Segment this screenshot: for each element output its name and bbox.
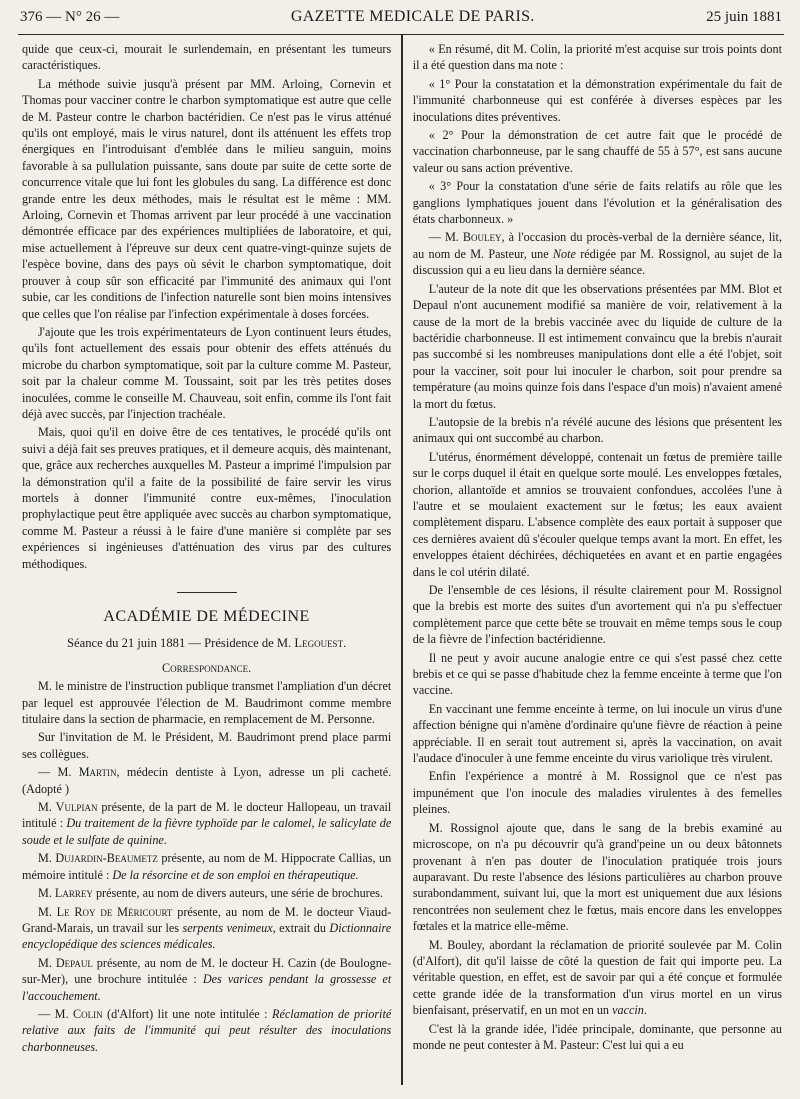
issue-number: — N° 26 — [46, 9, 120, 25]
paragraph: L'autopsie de la brebis n'a révélé aucune des lésions que présentent les animaux qui ont succombé au charbon. [412, 414, 782, 446]
session-line [22, 635, 391, 651]
paragraph: L'auteur de la note dit que les observations présentées par MM. Blot et Depaul n'ont aucunement modifié sa manière de voir, relativement à la cause de la mort de la brebis vaccinée avec du liquide de culture de la bactéridie charbonneuse. Il est intimement convaincu que la brebis n'aurait pas succombé si les nombreuses manipulations dont elle a été l'objet, soit pour la vacciner, soit pour lui inoculer le charbon, soit pour prendre sa température (au moins quinze fois dans l'espace d'un mois) n'avaient amené la mort du fœtus. [412, 281, 782, 411]
paragraph-text: , extrait du [272, 920, 330, 935]
note-word: Note [552, 246, 576, 261]
paragraph [22, 904, 391, 953]
paragraph [22, 955, 391, 1004]
page-number-issue [20, 9, 119, 26]
right-column [403, 35, 784, 1085]
paragraph: « 1° Pour la constatation et la démonstration expérimentale du fait de l'immunité charbonneuse qui est conférée à diverses espèces par les inoculations dites préventives. [412, 76, 782, 124]
journal-title: GAZETTE MEDICALE DE PARIS. [290, 8, 535, 25]
paragraph [413, 229, 782, 278]
speaker-name: — M. Martin, [38, 765, 120, 780]
speaker-name: M. Vulpian [38, 800, 98, 815]
paragraph-text: présente, au nom de M. Hippocrate Callias, un mémoire intitulé : [22, 851, 392, 882]
work-title: serpents venimeux [182, 920, 273, 935]
paragraph [22, 1006, 391, 1055]
paragraph: L'utérus, énormément développé, contenait un fœtus de première taille sur le corps duquel il était en quelque sorte moulé. Les enveloppes fœtales, chorion, allantoïde et amnios se trouvaient confondues, accolées l'une à l'autre et se moulaient exactement sur le fœtus; les eaux avaient complètement disparu. L'absence complète des eaux portait à supposer que ces dernières avaient dû s'écouler quelque temps avant la mort. En effet, les enveloppes étaient déchirées, déchiquetées en avant et en partie engagées dans le col utérin dilaté. [412, 449, 782, 579]
paragraph [413, 937, 782, 1019]
paragraph: Enfin l'expérience a montré à M. Rossignol que ce n'est pas impunément que l'on inocule des maladies virulentes à des femelles pleines. [412, 769, 782, 817]
speaker-name: M. Depaul [38, 955, 93, 970]
paragraph-text: (d'Alfort) lit une note intitulée : [102, 1006, 272, 1021]
paragraph: En vaccinant une femme enceinte à terme, on lui inocule un virus d'une affection bénigne qui n'amène d'ordinaire qu'une fièvre de réaction à peine appréciable. Il en serait tout autrement si, après la vaccination, on avait l'audace d'inoculer à une femme enceinte du virus variolique très virulent. [412, 701, 782, 766]
paragraph-text: présente, au nom de M. le docteur H. Cazin (de Boulogne-sur-Mer), une brochure intitulée : [22, 955, 392, 987]
paragraph [22, 885, 391, 901]
paragraph-text: présente, au nom de M. le docteur Viaud-Grand-Marais, un travail sur les [22, 904, 392, 935]
speaker-name: M. Le Roy de Méricourt [38, 904, 173, 919]
page-number: 376 [20, 9, 43, 25]
section-rule [177, 592, 237, 593]
paragraph: J'ajoute que les trois expérimentateurs de Lyon continuent leurs études, qu'ils font actuellement des essais pour obtenir des effets atténués du microbe du charbon symptomatique, soit par la culture comme M. Pasteur, soit par la chaleur comme M. Toussaint, soit par les très petites doses inoculées, comme le conseille M. Chauveau, soit enfin, comme ils l'ont fait déjà avec succès, par l'injection trachéale. [22, 324, 392, 421]
paragraph: quide que ceux-ci, mourait le surlendemain, en présentant les tumeurs caractéristiques. [22, 42, 392, 73]
session-prefix: Séance du 21 juin 1881 — Présidence de M. [67, 636, 292, 651]
speaker-name: M. Larrey [38, 886, 93, 901]
paragraph: C'est là la grande idée, l'idée principale, dominante, que personne au monde ne peut contester à M. Pasteur: C'est lui qui a eu [412, 1021, 782, 1052]
paragraph [22, 764, 391, 797]
page-header [18, 8, 784, 35]
issue-date: 25 juin 1881 [706, 9, 782, 25]
paragraph-text: médecin dentiste à Lyon, adresse un pli cacheté. (Adopté ) [22, 765, 392, 796]
two-column-body [18, 35, 784, 1085]
paragraph-text: rédigée par M. Rossignol, au sujet de la discussion qui a eu lieu dans la dernière séance. [412, 246, 782, 278]
paragraph: De l'ensemble de ces lésions, il résulte clairement pour M. Rossignol que la brebis est morte des suites d'un avortement qui n'a pu s'effectuer complètement parce que cette bête se trouvait en même temps sous le coup de la fièvre de l'infection bactéridienne. [412, 583, 782, 647]
paragraph-text: à l'occasion du procès-verbal de la dernière séance, lit, au nom de M. Pasteur, une [412, 230, 782, 261]
paragraph [22, 850, 391, 883]
work-title: Du traitement de la fièvre typhoïde par le calomel, le salicylate de soude et le sulfate de quinine. [22, 816, 392, 847]
speaker-name: — M. Bouley, [428, 230, 505, 245]
work-title: Des varices pendant la grossesse et l'accouchement. [22, 972, 392, 1003]
paragraph-text: présente, au nom de divers auteurs, une série de brochures. [92, 886, 383, 901]
speaker-name: M. Dujardin-Beaumetz [38, 851, 158, 866]
paragraph: M. Rossignol ajoute que, dans le sang de la brebis examiné au microscope, on n'a pu découvrir qu'à grand'peine un ou deux bâtonnets provenant à n'en pas douter de l'inoculation pratiquée trois jours auparavant. Du reste l'absence des lésions particulières au charbon prouve surabondamment, suivant lui, que la mort est uniquement due aux lésions rencontrées non seulement chez le fœtus, mais encore dans les enveloppes fœtales et la matrice elle-même. [412, 820, 782, 934]
paragraph: Sur l'invitation de M. le Président, M. Baudrimont prend place parmi ses collègues. [22, 730, 392, 761]
section-title: ACADÉMIE DE MÉDECINE [103, 608, 310, 625]
paragraph: Mais, quoi qu'il en doive être de ces tentatives, le procédé qu'ils ont suivi a déjà fait ses preuves pratiques, et il demeure acquis, dès maintenant, que, grâce aux recherches auxquelles M. Pasteur a imprimé l'impulsion par la démonstration qu'il a faite de la possibilité de faire servir les virus mortels à donner l'immunité contre eux-mêmes, l'inoculation prophylactique peut être appliquée avec succès au charbon symptomatique, comme M. Pasteur a réussi à le faire d'une manière si complète par ses expériences si ingénieuses d'atténuation des virus par des cultures méthodiques. [22, 425, 392, 571]
correspondance-heading: Correspondance. [162, 660, 252, 675]
session-president: Legouest. [294, 636, 347, 651]
left-column [18, 35, 401, 1085]
work-title: Dictionnaire encyclopédique des sciences médicales. [22, 920, 392, 952]
speaker-name: — M. Colin [38, 1006, 103, 1021]
paragraph: « En résumé, dit M. Colin, la priorité m'est acquise sur trois points dont il a été question dans ma note : [412, 42, 782, 73]
vaccin-word: vaccin [612, 1003, 644, 1018]
paragraph: La méthode suivie jusqu'à présent par MM. Arloing, Cornevin et Thomas pour vacciner contre le charbon symptomatique est autre que celle de M. Pasteur contre le charbon bactéridien. Ce n'est pas le virus atténué qu'ils ont employé, mais le virus naturel, dont ils atténuent les effets trop énergiques en l'introduisant d'emblée dans le milieu sanguin, moins favorable à sa pullulation puissante, sans doute par suite de cette sorte de concurrence vitale que lui font les globules du sang. La différence est donc grande entre les deux méthodes, mais le résultat est le même : MM. Arloing, Cornevin et Thomas arrivent par leur procédé à une vaccination démontrée efficace par des expériences multipliées de laboratoire, et qui, mise actuellement à l'épreuve sur deux cent quatre-vingt-quinze sujets de l'espèce bovine, dans des pays où sévit le charbon symptomatique, doit prouver à coup sûr son efficacité par l'immunité des animaux qui l'ont subie, car les conditions de l'infection naturelle sont bien moins intensives que celles que l'on réalise par l'infection expérimentale à doses forcées. [22, 76, 392, 321]
paragraph: « 2° Pour la démonstration de cet autre fait que le procédé de vaccination charbonneuse, par le sang chauffé de 55 à 57°, est sans aucune valeur ou sans action préventive. [412, 128, 782, 175]
paragraph-text: présente, de la part de M. le docteur Hallopeau, un travail intitulé : [22, 800, 392, 831]
work-title: De la résorcine et de son emploi en thérapeutique. [112, 867, 359, 882]
paragraph: « 3° Pour la constatation d'une série de faits relatifs au rôle que les ganglions lymphatiques jouent dans l'évolution et la généralisation des états charbonneux. » [412, 179, 782, 227]
work-title: Réclamation de priorité relative aux faits de l'immunité qui peut résulter des inoculations charbonneuses. [22, 1006, 392, 1054]
paragraph [22, 799, 391, 848]
paragraph: M. le ministre de l'instruction publique transmet l'ampliation d'un décret par lequel est approuvée l'élection de M. Baudrimont comme membre titulaire dans la section de pharmacie, en remplacement de M. Personne. [22, 679, 392, 727]
paragraph-text: . [643, 1003, 647, 1018]
paragraph-text: M. Bouley, abordant la réclamation de priorité soulevée par M. Colin (d'Alfort), dit qu'il laisse de côté la question de fait qui importe peu. La véritable question, en effet, est de savoir par qui a été conçue et formulée cette grande idée de la transformation d'un virus mortel en un virus bienfaisant, préservatif, en un mot en un [412, 937, 782, 1018]
paragraph: Il ne peut y avoir aucune analogie entre ce qui s'est passé chez cette brebis et ce qui se passe d'habitude chez la femme enceinte à terme que l'on vaccine. [412, 650, 782, 698]
